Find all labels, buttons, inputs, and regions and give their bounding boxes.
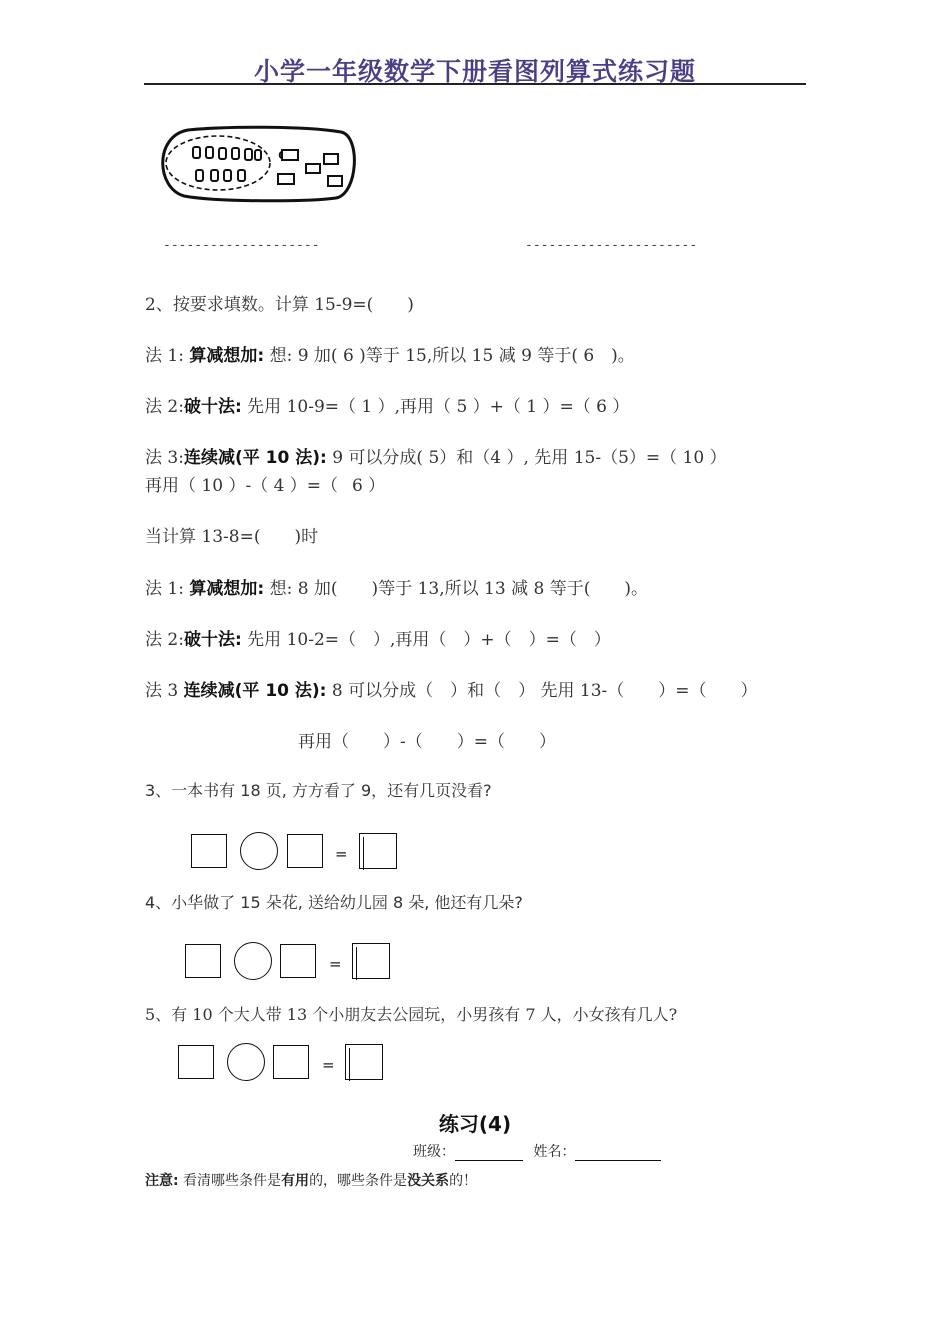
class-name-row [413, 1141, 661, 1161]
bold-label: 算减想加: [189, 579, 265, 599]
q2-method-1 [145, 341, 635, 366]
bold-label: 破十法: [183, 397, 242, 417]
q3-operand-box-2[interactable] [287, 834, 323, 868]
bold-label: 连续减(平 10 法): [183, 448, 327, 468]
q2-method-3 [145, 443, 727, 468]
q5-equals: = [322, 1056, 335, 1074]
class-label: 班级： [413, 1144, 455, 1160]
q2-sub-method-3 [145, 676, 758, 701]
q5-answer-box[interactable] [345, 1044, 383, 1080]
q4-operator-circle[interactable] [234, 942, 272, 980]
q4-operand-box-2[interactable] [280, 944, 316, 978]
q2-sub-method-3-cont: 再用（ ）-（ ）=（ ） [298, 732, 556, 752]
name-field[interactable] [575, 1144, 661, 1161]
class-field[interactable] [455, 1144, 523, 1161]
q4-equals: = [329, 955, 342, 973]
note-label: 注意: [145, 1173, 179, 1189]
q5-operand-box-1[interactable] [178, 1045, 214, 1079]
label: 法 1: [145, 579, 190, 599]
q3-answer-box[interactable] [359, 833, 397, 869]
note-bold-1: 有用 [281, 1173, 310, 1189]
label: 法 3 [145, 681, 184, 701]
q3-operator-circle[interactable] [240, 832, 278, 870]
note-line [145, 1170, 477, 1190]
text: 想: 8 加( )等于 13,所以 13 减 8 等于( )。 [264, 579, 648, 599]
q2-heading: 2、按要求填数。计算 15-9=( ) [145, 295, 414, 315]
bold-label: 破十法: [183, 630, 242, 650]
label: 法 2: [145, 397, 184, 417]
q4-text: 4、小华做了 15 朵花, 送给幼儿园 8 朵, 他还有几朵? [145, 893, 523, 912]
label: 法 1: [145, 346, 190, 366]
answer-line-right: ---------------------- [525, 238, 698, 253]
bold-label: 连续减(平 10 法): [183, 681, 327, 701]
text: 9 可以分成( 5）和（4 ）, 先用 15-（5）=（ 10 ） [326, 448, 727, 468]
text: 先用 10-9=（ 1 ）,再用（ 5 ）+（ 1 ）=（ 6 ） [241, 397, 630, 417]
bold-label: 算减想加: [189, 346, 265, 366]
name-label: 姓名： [533, 1144, 576, 1160]
q3-equals: = [335, 845, 348, 863]
q5-operand-box-2[interactable] [273, 1045, 309, 1079]
q4-operand-box-1[interactable] [185, 944, 221, 978]
title-underline [144, 83, 806, 85]
q4-answer-box[interactable] [352, 943, 390, 979]
exercise-title: 练习(4) [438, 1112, 512, 1136]
q5-operator-circle[interactable] [227, 1043, 265, 1081]
page-title: 小学一年级数学下册看图列算式练习题 [253, 57, 696, 86]
note-text-3: 的！ [449, 1173, 478, 1189]
note-text-2: 的，哪些条件是 [309, 1173, 408, 1189]
text: 先用 10-2=（ ）,再用（ ）+（ ）=（ ） [241, 630, 611, 650]
q2-method-2 [145, 392, 629, 417]
q2-sub-method-1 [145, 574, 648, 599]
illustration-cups-pots [156, 124, 376, 206]
note-text-1: 看清哪些条件是 [178, 1173, 282, 1189]
q5-text: 5、有 10 个大人带 13 个小朋友去公园玩，小男孩有 7 人，小女孩有几人? [145, 1005, 678, 1024]
answer-line-left: -------------------- [163, 238, 320, 253]
text: 8 可以分成（ ）和（ ） 先用 13-（ ）=（ ） [326, 681, 758, 701]
text: 想: 9 加( 6 )等于 15,所以 15 减 9 等于( 6 )。 [264, 346, 635, 366]
q3-operand-box-1[interactable] [191, 834, 227, 868]
q2-method-3-cont: 再用（ 10 ）-（ 4 ）=（ 6 ） [145, 476, 386, 496]
q2-sub-heading: 当计算 13-8=( )时 [145, 527, 319, 547]
q2-sub-method-2 [145, 625, 611, 650]
q3-text: 3、一本书有 18 页, 方方看了 9，还有几页没看? [145, 781, 492, 800]
note-bold-2: 没关系 [407, 1173, 450, 1189]
label: 法 2: [145, 630, 184, 650]
label: 法 3: [145, 448, 184, 468]
